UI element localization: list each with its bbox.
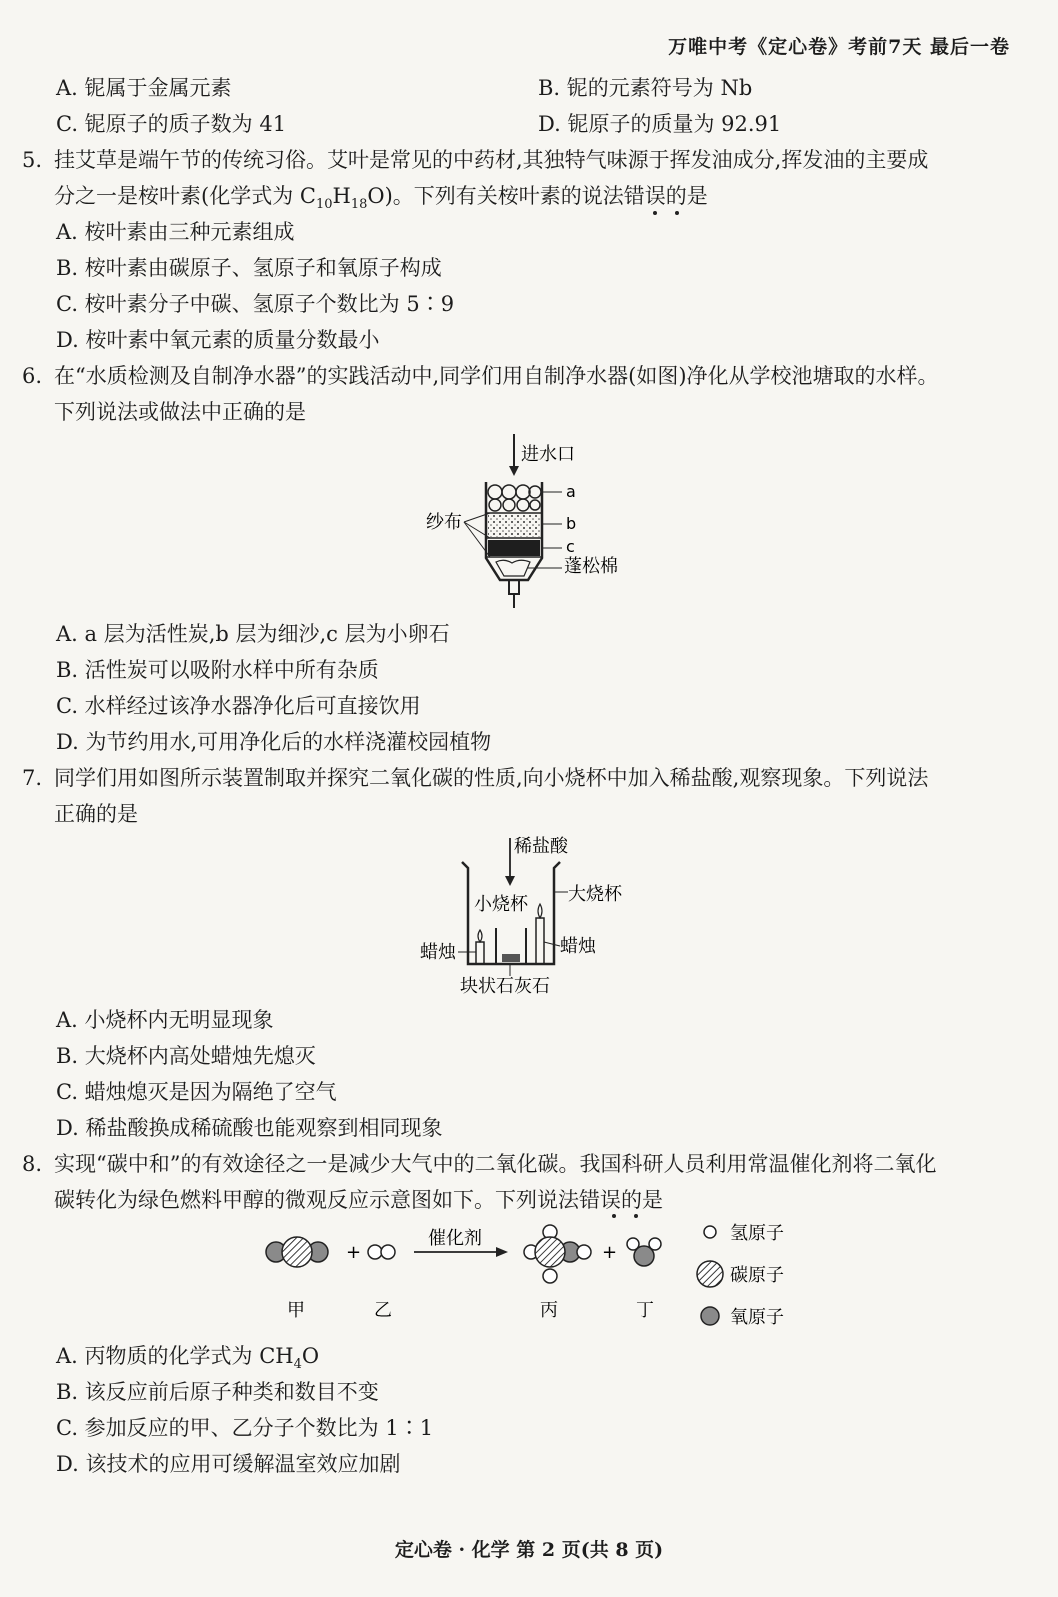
q5-option-c: C. 桉叶素分子中碳、氢原子个数比为 5∶9 <box>56 292 455 316</box>
layer-b-sand <box>488 515 540 537</box>
emphasis-dot <box>612 1214 616 1218</box>
plus-2: + <box>602 1242 618 1263</box>
q5-stem-pre: 分之一是桉叶素(化学式为 C <box>54 184 316 208</box>
label-yi: 乙 <box>374 1300 392 1321</box>
q6-option-d: D. 为节约用水,可用净化后的水样浇灌校园植物 <box>56 730 492 754</box>
q6-stem-line1: 在“水质检测及自制净水器”的实践活动中,同学们用自制净水器(如图)净化从学校池塘取的水样。 <box>54 364 939 388</box>
q8-option-a-pre: A. 丙物质的化学式为 CH <box>56 1344 294 1368</box>
q5-sub-18: 18 <box>350 197 368 213</box>
q8-option-a-post: O <box>301 1344 320 1368</box>
legend-oxygen-icon <box>701 1307 719 1325</box>
label-jia: 甲 <box>287 1300 305 1321</box>
q6-stem-line2: 下列说法或做法中正确的是 <box>54 400 306 424</box>
legend-carbon-icon <box>697 1261 723 1287</box>
label-candle-left: 蜡烛 <box>420 942 456 963</box>
q8-option-c: C. 参加反应的甲、乙分子个数比为 1∶1 <box>56 1416 434 1440</box>
legend-carbon: 碳原子 <box>730 1265 784 1286</box>
q5-option-d: D. 桉叶素中氧元素的质量分数最小 <box>56 328 380 352</box>
q7-stem-line2: 正确的是 <box>54 802 138 826</box>
label-acid: 稀盐酸 <box>514 836 568 857</box>
legend-hydrogen: 氢原子 <box>730 1223 784 1244</box>
q7-option-c: C. 蜡烛熄灭是因为隔绝了空气 <box>56 1080 337 1104</box>
legend-oxygen: 氧原子 <box>730 1307 784 1328</box>
label-limestone: 块状石灰石 <box>460 976 550 997</box>
layer-a-pebbles <box>488 485 541 511</box>
q7-number: 7. <box>22 766 43 790</box>
q6-number: 6. <box>22 364 43 388</box>
co2-beaker-figure <box>410 832 650 1002</box>
label-a: a <box>566 482 576 501</box>
label-ding: 丁 <box>636 1300 654 1321</box>
label-small-beaker: 小烧杯 <box>474 894 528 915</box>
q8-number: 8. <box>22 1152 43 1176</box>
label-big-beaker: 大烧杯 <box>568 884 622 905</box>
legend-hydrogen-icon <box>704 1226 716 1238</box>
candle-high <box>536 918 544 964</box>
molecule-yi <box>368 1245 395 1259</box>
label-catalyst: 催化剂 <box>428 1228 482 1249</box>
q5-stem-post: O)。下列有关桉叶素的说法错误的是 <box>367 184 708 208</box>
q6-option-c: C. 水样经过该净水器净化后可直接饮用 <box>56 694 421 718</box>
reaction-arrowhead <box>496 1247 508 1257</box>
q8-stem-line1: 实现“碳中和”的有效途径之一是减少大气中的二氧化碳。我国科研人员利用常温催化剂将二氧化 <box>54 1152 937 1176</box>
label-c: c <box>566 537 575 556</box>
reaction-figure <box>250 1220 820 1340</box>
acid-arrowhead <box>505 876 515 886</box>
label-candle-right: 蜡烛 <box>560 936 596 957</box>
molecule-ding <box>627 1238 661 1266</box>
label-gauze: 纱布 <box>426 512 462 533</box>
inlet-arrowhead <box>509 466 519 476</box>
q5-sub-10: 10 <box>315 197 333 213</box>
q5-stem-line1: 挂艾草是端午节的传统习俗。艾叶是常见的中药材,其独特气味源于挥发油成分,挥发油的主要成 <box>54 148 929 172</box>
layer-c-carbon <box>488 540 540 556</box>
q4-option-d: D. 铌原子的质量为 92.91 <box>538 112 782 136</box>
label-cotton: 蓬松棉 <box>564 556 618 577</box>
q6-option-a: A. a 层为活性炭,b 层为细沙,c 层为小卵石 <box>56 622 450 646</box>
outlet-tube <box>509 580 519 594</box>
flame-high <box>538 904 542 918</box>
q6-option-b: B. 活性炭可以吸附水样中所有杂质 <box>56 658 379 682</box>
q7-option-b: B. 大烧杯内高处蜡烛先熄灭 <box>56 1044 316 1068</box>
q7-stem-line1: 同学们用如图所示装置制取并探究二氧化碳的性质,向小烧杯中加入稀盐酸,观察现象。下列说法 <box>54 766 929 790</box>
emphasis-dot <box>675 211 679 215</box>
page-footer: 定心卷 · 化学 第 2 页(共 8 页) <box>394 1539 664 1561</box>
emphasis-dot <box>634 1214 638 1218</box>
label-inlet: 进水口 <box>521 444 575 465</box>
water-purifier-figure <box>420 430 660 615</box>
q4-option-c: C. 铌原子的质子数为 41 <box>56 112 287 136</box>
q7-option-d: D. 稀盐酸换成稀硫酸也能观察到相同现象 <box>56 1116 443 1140</box>
q8-option-b: B. 该反应前后原子种类和数目不变 <box>56 1380 379 1404</box>
pointer-candle-right <box>544 942 560 946</box>
q8-stem-line2: 碳转化为绿色燃料甲醇的微观反应示意图如下。下列说法错误的是 <box>54 1188 663 1212</box>
flame-low <box>478 930 482 942</box>
label-b: b <box>566 514 577 533</box>
emphasis-dot <box>653 211 657 215</box>
q8-option-a <box>56 1342 319 1379</box>
q8-option-a-sub: 4 <box>293 1357 302 1373</box>
q5-option-a: A. 桉叶素由三种元素组成 <box>56 220 295 244</box>
q5-h: H <box>332 184 351 208</box>
limestone-chunk <box>502 954 520 962</box>
q7-option-a: A. 小烧杯内无明显现象 <box>56 1008 274 1032</box>
q4-option-a: A. 铌属于金属元素 <box>56 76 232 100</box>
molecule-jia <box>266 1237 328 1267</box>
q4-option-b: B. 铌的元素符号为 Nb <box>538 76 753 100</box>
cotton-layer <box>496 560 530 576</box>
q5-stem-line2 <box>54 182 708 219</box>
molecule-bing <box>524 1225 591 1283</box>
candle-low <box>476 942 484 964</box>
plus-1: + <box>346 1242 362 1263</box>
q8-option-d: D. 该技术的应用可缓解温室效应加剧 <box>56 1452 401 1476</box>
label-bing: 丙 <box>540 1300 558 1321</box>
q5-number: 5. <box>22 148 43 172</box>
q5-option-b: B. 桉叶素由碳原子、氢原子和氧原子构成 <box>56 256 442 280</box>
page-header: 万唯中考《定心卷》考前7天 最后一卷 <box>668 36 1010 58</box>
